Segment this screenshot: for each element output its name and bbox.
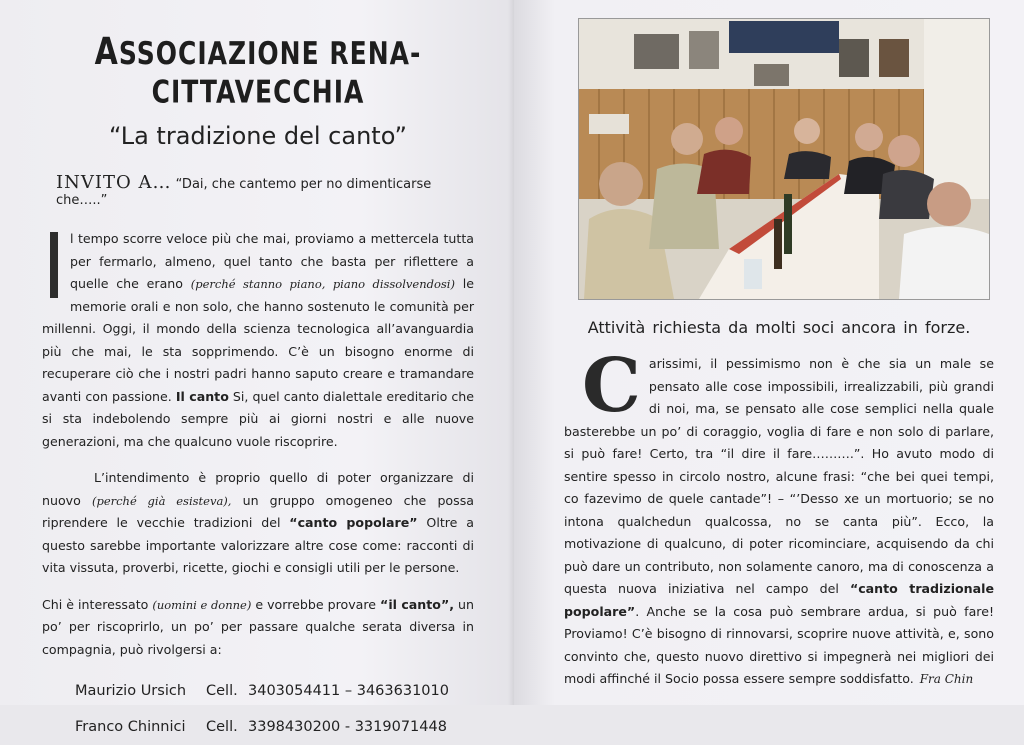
right-page <box>514 0 1024 705</box>
paragraph-contact-intro: Chi è interessato (uomini e donne) e vorrebbe provare “il canto”, un po’ per riscoprirlo, un po’ per passare qualche serata diversa in compagnia, può rivolgersi a: <box>42 596 474 657</box>
photo-caption: Attività richiesta da molti soci ancora in forze. <box>587 318 971 337</box>
association-title <box>42 30 474 110</box>
invite-line <box>56 172 474 208</box>
contact-cell-label: Cell. <box>206 719 238 735</box>
association-title-rest: SSOCIAZIONE RENA-CITTAVECCHIA <box>118 35 422 110</box>
dropcap-i <box>50 232 58 298</box>
contact-list <box>42 673 474 745</box>
left-page <box>0 0 514 735</box>
contact-row <box>42 709 474 745</box>
dropcap-c: C <box>582 343 641 429</box>
contact-phone-numbers: 3403054411 – 3463631010 <box>248 683 449 699</box>
association-title-initial: A <box>94 30 119 74</box>
invite-label: INVITO A… <box>56 172 172 193</box>
invite-quote: “Dai, che cantemo per no dimenticarse che…..” <box>56 177 432 208</box>
group-dinner-photo <box>578 18 990 300</box>
signature: Fra Chin <box>919 672 974 686</box>
contact-row <box>42 673 474 709</box>
subtitle: “La tradizione del canto” <box>109 122 407 150</box>
contact-name: Maurizio Ursich <box>75 683 187 699</box>
paragraph-intro: l tempo scorre veloce più che mai, proviamo a mettercela tutta per fermarlo, almeno, quel tanto che basta per riflettere a quelle che erano (perché stanno piano, piano dissolvendosi) le memorie orali e non solo, che hanno sostenuto le comunità per millenni. Oggi, il mondo della scienza tecnologica all’avanguardia più che mai, le sta sopprimendo. C’è un bisogno enorme di recuperare ciò che i nostri padri hanno saputo creare e tramandare avanti con passione. Il canto Si, quel canto dialettale ereditario che si sta indebolendo sempre più ai giorni nostri e alle nuove generazioni, ma che qualcuno vuole riscoprire. <box>42 231 474 449</box>
contact-cell-label: Cell. <box>206 683 238 699</box>
paragraph-letter: Carissimi, il pessimismo non è che sia un male se pensato alle cose impossibili, irrealizzabili, più grandi di noi, ma, se pensato alle cose semplici nella quale basterebbe un po’ di coraggio, voglia di fare e non solo di parlare, si può fare! Certo, tra “il dire il fare……….”. Ho avuto modo di sentire spesso in circolo nostro, alcune frasi: “che bei quei tempi, co fazevimo de quele cantade”! – “’Desso xe un mortuorio; se no intona qualchedun qualcossa, no se canta più”. Ecco, la motivazione di qualcuno, di poter ricominciare, acquisendo da chi può dare un contributo, non solamente canoro, ma di conoscenza a questa nuova iniziativa nel campo del “canto tradizionale popolare”. Anche se la cosa può sembrare ardua, si può fare! Proviamo! C’è bisogno di rinnovarsi, scoprire nuove attività, e, sono convinto che, questo nuovo direttivo si impegnerà nei migliori dei modi affinché il Socio possa essere sempre soddisfatto. Fra Chin <box>564 343 994 686</box>
contact-phone-numbers: 3398430200 - 3319071448 <box>248 719 447 735</box>
contact-name: Franco Chinnici <box>75 719 186 735</box>
paragraph-intent: L’intendimento è proprio quello di poter organizzare di nuovo (perché già esisteva), un gruppo omogeneo che possa riprendere le vecchie tradizioni del “canto popolare” Oltre a questo sarebbe importante valorizzare altre cose come: racconti di vita vissuta, proverbi, ricette, giochi e consigli utili per le persone. <box>42 470 474 575</box>
